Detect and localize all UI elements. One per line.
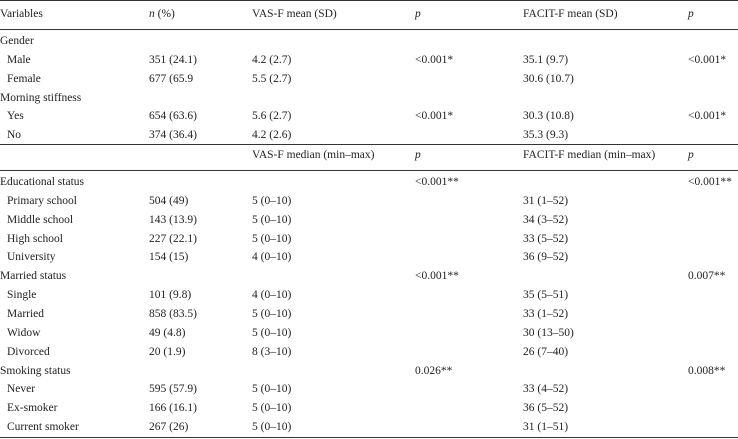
n-cell: 227 (22.1) (149, 232, 197, 245)
row-label: Divorced (7, 345, 50, 358)
table-row (0, 248, 738, 267)
n-cell: 858 (83.5) (149, 308, 197, 320)
facit-cell: 31 (1–51) (523, 421, 569, 434)
vas-cell: 4 (0–10) (252, 251, 292, 264)
table-row (0, 380, 738, 399)
n-cell: 154 (15) (149, 251, 189, 264)
group-row (0, 89, 738, 108)
vas-cell: 5 (0–10) (252, 421, 292, 434)
group-label: Gender (0, 35, 34, 47)
group-row (0, 32, 738, 51)
row-label: Middle school (7, 213, 74, 226)
table-row (0, 126, 738, 145)
n-cell: 49 (4.8) (149, 326, 186, 339)
vas-cell: 5 (0–10) (252, 383, 292, 396)
header-facit-mean: FACIT-F mean (SD) (523, 8, 618, 20)
n-cell: 595 (57.9) (149, 383, 197, 396)
vas-cell: 8 (3–10) (252, 345, 292, 358)
row-label: Current smoker (7, 421, 79, 434)
vas-cell: 5 (0–10) (252, 232, 292, 245)
facit-cell: 34 (3–52) (523, 213, 569, 226)
bottom-rule (0, 437, 738, 438)
row-label: University (7, 251, 56, 264)
table-row (0, 211, 738, 230)
row-label: Single (7, 289, 37, 302)
facit-cell: 36 (5–52) (523, 402, 569, 415)
n-cell: 166 (16.1) (149, 402, 197, 415)
group-label: Educational status (0, 176, 84, 188)
row-label: Ex-smoker (7, 402, 58, 415)
header-vas-mean: VAS-F mean (SD) (252, 8, 337, 20)
group-row (0, 362, 738, 381)
vas-cell: 5 (0–10) (252, 402, 292, 415)
vas-cell: 5 (0–10) (252, 213, 292, 226)
p-facit-cell: 0.008** (688, 364, 726, 377)
facit-cell: 26 (7–40) (523, 345, 569, 358)
vas-cell: 5.6 (2.7) (252, 110, 292, 123)
header-n-italic: n (149, 8, 155, 20)
n-cell: 267 (26) (149, 421, 189, 434)
table-row (0, 51, 738, 70)
table-row (0, 230, 738, 249)
n-cell: 143 (13.9) (149, 213, 197, 226)
row-label: Primary school (7, 194, 77, 207)
n-cell: 677 (65.9 (149, 72, 194, 85)
p-vas-cell: 0.026** (415, 364, 453, 377)
table-row (0, 70, 738, 89)
row-label: High school (7, 232, 63, 245)
table-row (0, 399, 738, 418)
header-p-vas: p (415, 8, 421, 20)
facit-cell: 33 (1–52) (523, 308, 569, 320)
p-vas-cell: <0.001** (415, 176, 459, 188)
header-rule (0, 29, 738, 30)
facit-cell: 33 (5–52) (523, 232, 569, 245)
facit-cell: 36 (9–52) (523, 251, 569, 264)
group-row (0, 173, 738, 192)
top-rule (0, 0, 738, 1)
header-p-vas-median: p (415, 149, 421, 161)
header-vas-median: VAS-F median (min–max) (252, 149, 375, 161)
p-facit-cell: <0.001** (688, 176, 732, 188)
header-p-facit: p (688, 8, 694, 20)
row-label: Never (7, 383, 36, 396)
vas-cell: 4.2 (2.7) (252, 53, 292, 66)
header-row-mean (0, 5, 738, 24)
p-facit-cell: <0.001* (688, 53, 727, 66)
table-row (0, 305, 738, 324)
vas-cell: 5.5 (2.7) (252, 72, 292, 85)
group-row (0, 267, 738, 286)
table-row (0, 192, 738, 211)
n-cell: 101 (9.8) (149, 289, 192, 302)
group-label: Morning stiffness (0, 91, 82, 104)
header-facit-median: FACIT-F median (min–max) (523, 149, 656, 161)
header-n-percent (149, 5, 175, 24)
vas-cell: 4 (0–10) (252, 289, 292, 302)
table-row (0, 418, 738, 437)
vas-cell: 5 (0–10) (252, 308, 292, 320)
row-label: Female (7, 72, 41, 85)
vas-cell: 5 (0–10) (252, 194, 292, 207)
header-variables: Variables (0, 8, 43, 20)
table-row (0, 324, 738, 343)
facit-cell: 30.6 (10.7) (523, 72, 574, 85)
mid-rule-bottom (0, 170, 738, 171)
table-row (0, 343, 738, 362)
facit-cell: 35.1 (9.7) (523, 53, 569, 66)
facit-cell: 31 (1–52) (523, 194, 569, 207)
n-cell: 351 (24.1) (149, 53, 197, 66)
p-vas-cell: <0.001** (415, 270, 459, 283)
n-cell: 20 (1.9) (149, 345, 186, 358)
row-label: Widow (7, 326, 41, 339)
row-label: Yes (7, 110, 24, 123)
header-n-suffix: (%) (154, 8, 175, 20)
header-p-facit-median: p (688, 149, 694, 161)
facit-cell: 35 (5–51) (523, 289, 569, 302)
facit-cell: 35.3 (9.3) (523, 129, 569, 142)
facit-cell: 30 (13–50) (523, 326, 574, 339)
row-label: Married (7, 308, 45, 320)
row-label: Male (7, 53, 31, 66)
vas-cell: 4.2 (2.6) (252, 129, 292, 142)
n-cell: 504 (49) (149, 194, 189, 207)
n-cell: 374 (36.4) (149, 129, 197, 142)
p-vas-cell: <0.001* (415, 110, 454, 123)
table-row (0, 107, 738, 126)
group-label: Married status (0, 270, 67, 283)
group-label: Smoking status (0, 364, 71, 377)
mid-rule-top (0, 144, 738, 145)
facit-cell: 33 (4–52) (523, 383, 569, 396)
p-facit-cell: 0.007** (688, 270, 726, 283)
n-cell: 654 (63.6) (149, 110, 197, 123)
p-facit-cell: <0.001* (688, 110, 727, 123)
row-label: No (7, 129, 22, 142)
p-vas-cell: <0.001* (415, 53, 454, 66)
facit-cell: 30.3 (10.8) (523, 110, 574, 123)
vas-cell: 5 (0–10) (252, 326, 292, 339)
header-row-median (0, 146, 738, 165)
table-row (0, 286, 738, 305)
